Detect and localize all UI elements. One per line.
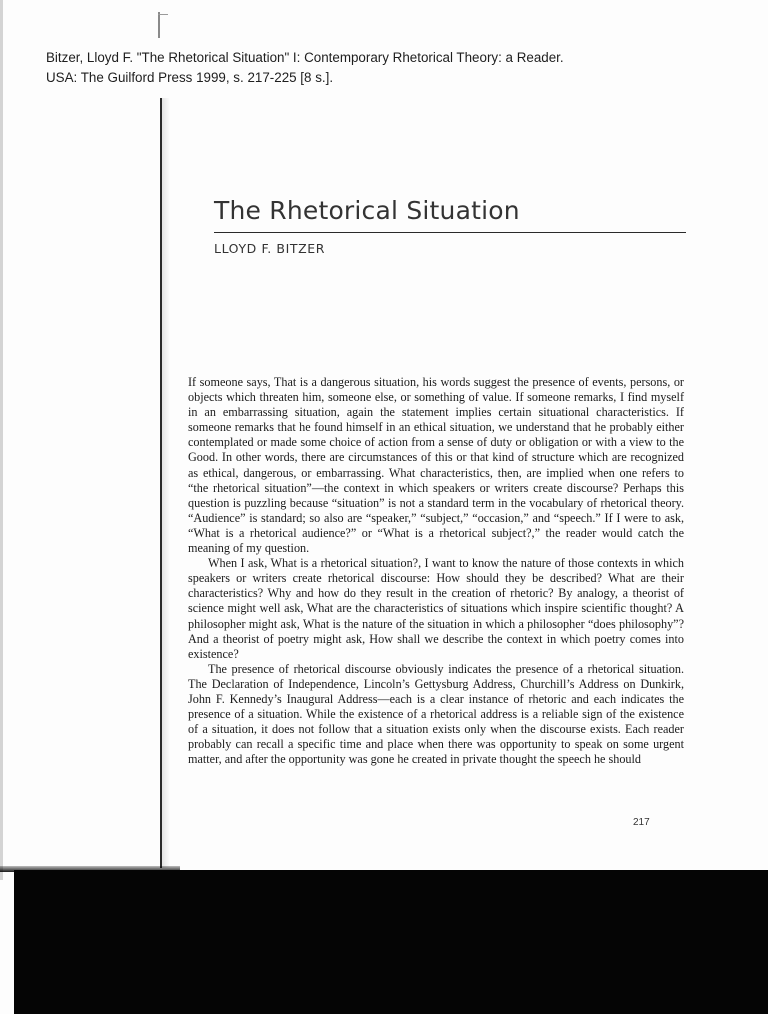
paragraph-2: When I ask, What is a rhetorical situation?, I want to know the nature of those contexts in which speakers or writers create rhetorical discourse: How should they be described? What are their characteristics? Why and how do they result in the creation of rhetoric? By analogy, a theorist of science might well ask, What are the characteristics of situations which inspire scientific thought? A philosopher might ask, What is the nature of the situation in which a philosopher “does philosophy”? And a theorist of poetry might ask, How shall we describe the context in which poetry comes into existence? — [188, 556, 684, 661]
citation-line-1: Bitzer, Lloyd F. "The Rhetorical Situation" I: Contemporary Rhetorical Theory: a Reader. — [46, 50, 564, 65]
gutter-tick — [158, 14, 168, 15]
page-edge-shadow — [0, 0, 3, 880]
scanner-black-area — [14, 870, 768, 1014]
paragraph-3: The presence of rhetorical discourse obviously indicates the presence of a rhetorical situation. The Declaration of Independence, Lincoln’s Gettysburg Address, Churchill’s Address on Dunkirk, John F. Kennedy’s Inaugural Address—each is a clear instance of rhetoric and each indicates the presence of a situation. While the existence of a rhetorical address is a reliable sign of the existence of a situation, it does not follow that a situation exists only when the discourse exists. Each reader probably can recall a specific time and place when there was opportunity to speak on some urgent matter, and after the opportunity was gone he created in private thought the speech he should — [188, 661, 684, 767]
gutter-mark-top — [158, 12, 160, 38]
chapter-author: LLOYD F. BITZER — [214, 241, 326, 256]
chapter-title: The Rhetorical Situation — [214, 196, 520, 225]
title-rule — [214, 232, 686, 233]
scan-bottom-margin — [0, 1014, 768, 1024]
gutter-shadow — [162, 98, 170, 868]
citation-header — [46, 48, 746, 87]
paragraph-1: If someone says, That is a dangerous situation, his words suggest the presence of events, persons, or objects which threaten him, someone else, or something of value. If someone remarks, I find myself in an embarrassing situation, again the statement implies certain situational characteristics. If someone remarks that he found himself in an ethical situation, we understand that he probably either contemplated or made some choice of action from a sense of duty or obligation or with a view to the Good. In other words, there are circumstances of this or that kind of structure which are recognized as ethical, dangerous, or embarrassing. What characteristics, then, are implied when one refers to “the rhetorical situation”—the context in which speakers or writers create discourse? Perhaps this question is puzzling because “situation” is not a standard term in the vocabulary of rhetorical theory. “Audience” is standard; so also are “speaker,” “subject,” “occasion,” and “speech.” If I were to ask, “What is a rhetorical audience?” or “What is a rhetorical subject?,” the reader would catch the meaning of my question. — [188, 375, 684, 556]
body-text — [188, 375, 684, 767]
page-number: 217 — [633, 817, 650, 828]
citation-line-2: USA: The Guilford Press 1999, s. 217-225 [8 s.]. — [46, 69, 334, 85]
